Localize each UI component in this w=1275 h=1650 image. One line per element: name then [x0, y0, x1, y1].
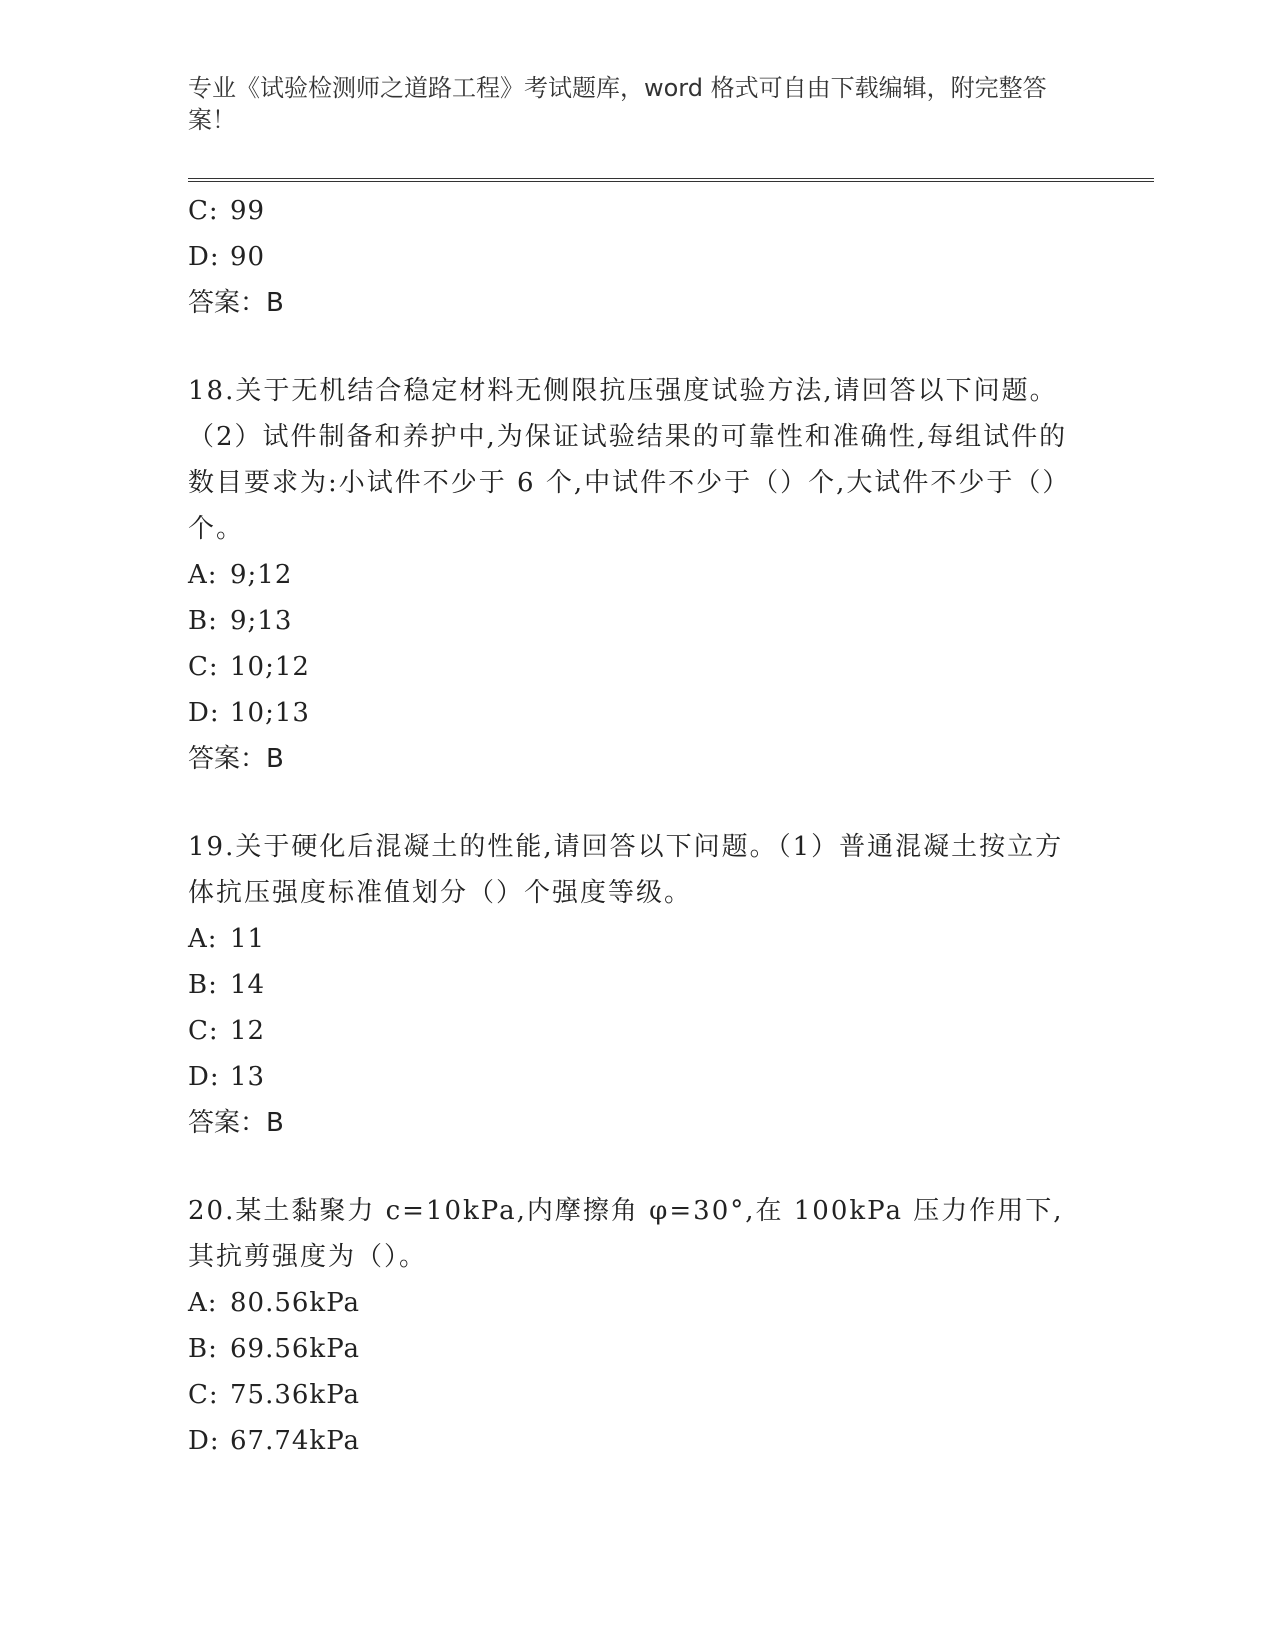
- option-label: C:: [188, 1016, 219, 1046]
- option-a: [188, 1280, 1088, 1326]
- option-a: [188, 916, 1088, 962]
- option-label: A:: [188, 560, 218, 590]
- option-a: [188, 552, 1088, 598]
- option-text: 14: [230, 970, 266, 1000]
- header-divider: [188, 178, 1154, 182]
- option-text: 99: [230, 196, 266, 226]
- document-body: [188, 188, 1088, 1464]
- option-label: C:: [188, 1380, 219, 1410]
- option-b: [188, 1326, 1088, 1372]
- option-b: [188, 598, 1088, 644]
- question-stem: 19.关于硬化后混凝土的性能,请回答以下问题。（1）普通混凝土按立方体抗压强度标准值划分（）个强度等级。: [188, 832, 1064, 908]
- option-label: D:: [188, 698, 220, 728]
- question-stem: 18.关于无机结合稳定材料无侧限抗压强度试验方法,请回答以下问题。（2）试件制备和养护中,为保证试验结果的可靠性和准确性,每组试件的数目要求为:小试件不少于 6 个,中试件不少于（）个,大试件不少于（）个。: [188, 376, 1068, 544]
- option-text: 10;13: [230, 698, 310, 728]
- option-text: 12: [230, 1016, 266, 1046]
- option-label: D:: [188, 242, 220, 272]
- option-text: 9;12: [230, 560, 293, 590]
- option-label: C:: [188, 196, 219, 226]
- option-c: [188, 644, 1088, 690]
- option-text: 80.56kPa: [230, 1288, 361, 1318]
- answer-line: 答案：B: [188, 1108, 284, 1138]
- document-header: 专业《试验检测师之道路工程》考试题库，word 格式可自由下载编辑，附完整答案！: [188, 74, 1047, 134]
- option-b: [188, 962, 1088, 1008]
- option-text: 75.36kPa: [230, 1380, 361, 1410]
- option-text: 69.56kPa: [230, 1334, 361, 1364]
- option-c: [188, 188, 1088, 234]
- option-label: D:: [188, 1062, 220, 1092]
- question-stem: 20.某土黏聚力 c=10kPa,内摩擦角 φ=30°,在 100kPa 压力作用下,其抗剪强度为（）。: [188, 1196, 1064, 1272]
- answer-line: 答案：B: [188, 288, 284, 318]
- option-label: B:: [188, 970, 218, 1000]
- option-text: 9;13: [230, 606, 293, 636]
- option-d: [188, 1418, 1088, 1464]
- question-19: [188, 824, 1088, 1146]
- option-text: 10;12: [230, 652, 310, 682]
- option-label: B:: [188, 606, 218, 636]
- option-c: [188, 1008, 1088, 1054]
- option-text: 11: [230, 924, 266, 954]
- option-text: 90: [230, 242, 266, 272]
- continued-question: [188, 188, 1088, 326]
- option-label: C:: [188, 652, 219, 682]
- question-20: [188, 1188, 1088, 1464]
- option-label: A:: [188, 1288, 218, 1318]
- option-label: D:: [188, 1426, 220, 1456]
- option-text: 67.74kPa: [230, 1426, 361, 1456]
- option-label: A:: [188, 924, 218, 954]
- question-18: [188, 368, 1088, 782]
- option-d: [188, 1054, 1088, 1100]
- option-d: [188, 690, 1088, 736]
- option-text: 13: [230, 1062, 266, 1092]
- option-d: [188, 234, 1088, 280]
- option-label: B:: [188, 1334, 218, 1364]
- answer-line: 答案：B: [188, 744, 284, 774]
- option-c: [188, 1372, 1088, 1418]
